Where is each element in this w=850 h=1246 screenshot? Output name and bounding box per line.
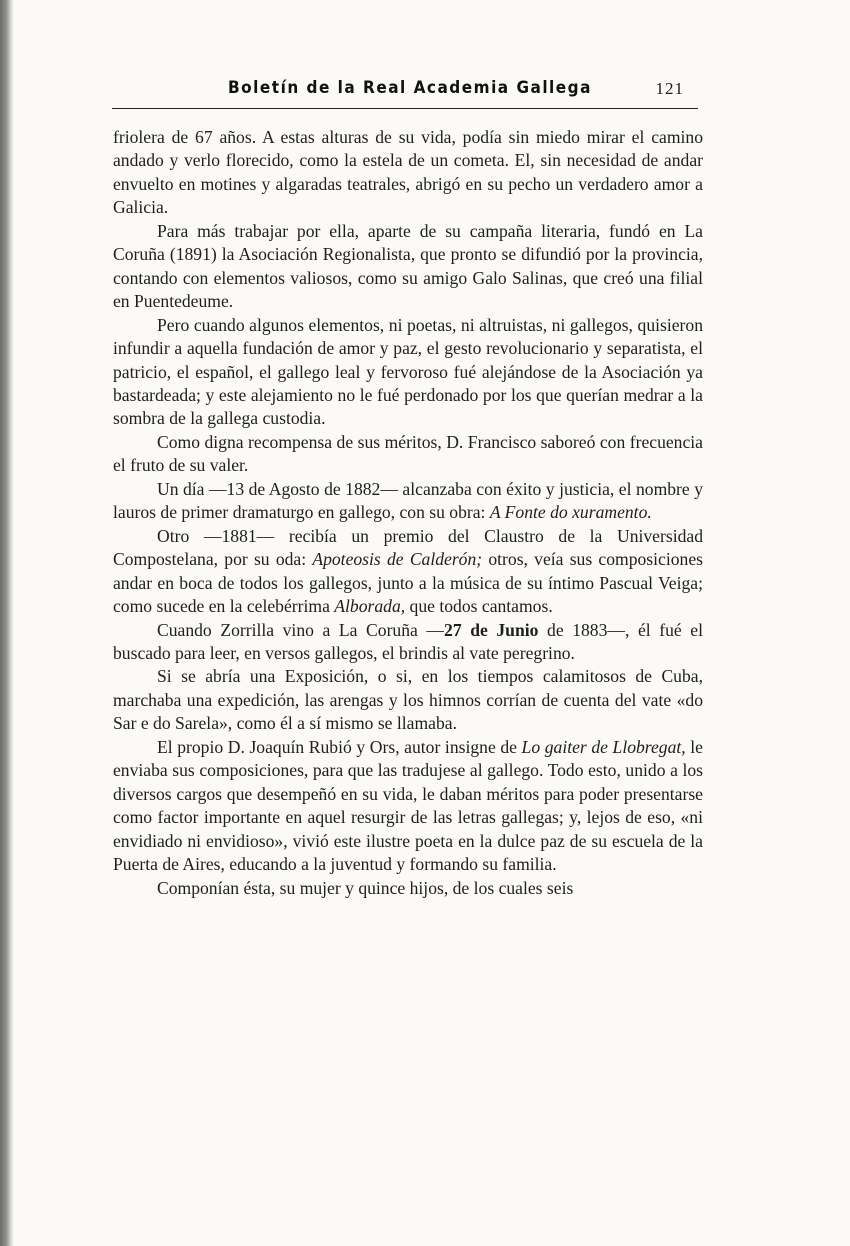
text-segment: Otro —1881— recibía un premio del Claustro de la Universidad Compostelana, por su oda: xyxy=(113,525,703,570)
paragraph-p5 xyxy=(113,478,703,525)
paragraph-p3 xyxy=(113,314,703,431)
text-segment: otros, veía sus composiciones andar en boca de todos los gallegos, junto a la música de su íntimo Pascual Veiga; como sucede en la celebérrima xyxy=(113,549,703,617)
paragraph-p2 xyxy=(113,220,703,314)
text-segment: Como digna recompensa de sus méritos, D. Francisco saboreó con frecuencia el fruto de su valer. xyxy=(113,431,703,476)
text-segment: Si se abría una Exposición, o si, en los tiempos calamitosos de Cuba, marchaba una expedición, las arengas y los himnos corrían de cuenta del vate «do Sar e do Sarela», como él a sí mismo se llamaba. xyxy=(113,666,703,734)
binding-shadow xyxy=(0,0,14,1246)
body-text xyxy=(113,126,703,900)
paragraph-p10 xyxy=(113,877,703,900)
text-segment: 27 de Junio xyxy=(444,619,539,640)
text-segment: Para más trabajar por ella, aparte de su campaña literaria, fundó en La Coruña (1891) la Asociación Regionalista, que pronto se difundió por la provincia, contando con elementos valiosos, como su amigo Galo Salinas, que creó una filial en Puentedeume. xyxy=(113,220,703,312)
text-segment: Alborada, xyxy=(334,596,406,617)
paragraph-p9 xyxy=(113,736,703,877)
paragraph-p1 xyxy=(113,126,703,220)
running-title: Boletín de la Real Academia Gallega xyxy=(228,78,592,98)
text-segment: Pero cuando algunos elementos, ni poetas, ni altruistas, ni gallegos, quisieron infundir a aquella fundación de amor y paz, el gesto revolucionario y separatista, el patricio, el español, el gallego leal y fervoroso fué alejándose de la Asociación ya bastardeada; y este alejamiento no le fué perdonado por los que querían medrar a la sombra de la gallega custodia. xyxy=(113,314,703,429)
paragraph-p6 xyxy=(113,525,703,619)
page-number: 121 xyxy=(655,79,684,98)
text-segment: A Fonte do xuramento. xyxy=(489,502,652,523)
text-segment: Lo gaiter de Llobregat, xyxy=(521,736,686,757)
text-segment: que todos cantamos. xyxy=(405,596,553,617)
paragraph-p4 xyxy=(113,431,703,478)
text-segment: Cuando Zorrilla vino a La Coruña — xyxy=(157,619,445,640)
running-header xyxy=(112,76,698,109)
text-segment: El propio D. Joaquín Rubió y Ors, autor insigne de xyxy=(157,736,522,757)
text-segment: Componían ésta, su mujer y quince hijos, de los cuales seis xyxy=(157,877,574,898)
paragraph-p7 xyxy=(113,619,703,666)
paragraph-p8 xyxy=(113,665,703,735)
text-segment: friolera de 67 años. A estas alturas de su vida, podía sin miedo mirar el camino andado y verlo florecido, como la estela de un cometa. El, sin necesidad de andar envuelto en motines y algaradas teatrales, abrigó en su pecho un verdadero amor a Galicia. xyxy=(113,127,703,218)
text-segment: le enviaba sus composiciones, para que las tradujese al gallego. Todo esto, unido a los diversos cargos que desempeñó en su vida, le daban méritos para poder presentarse como factor importante en aquel resurgir de las letras gallegas; y, lejos de eso, «ni envidiado ni envidioso», vivió este ilustre poeta en la dulce paz de su escuela de la Puerta de Aires, educando a la juventud y formando su familia. xyxy=(113,736,703,875)
text-segment: Apoteosis de Calderón; xyxy=(312,549,483,570)
text-segment: Un día —13 de Agosto de 1882— alcanzaba con éxito y justicia, el nombre y lauros de primer dramaturgo en gallego, con su obra: xyxy=(113,478,703,523)
text-segment: de 1883—, él fué el buscado para leer, en versos gallegos, el brindis al vate peregrino. xyxy=(113,619,704,663)
